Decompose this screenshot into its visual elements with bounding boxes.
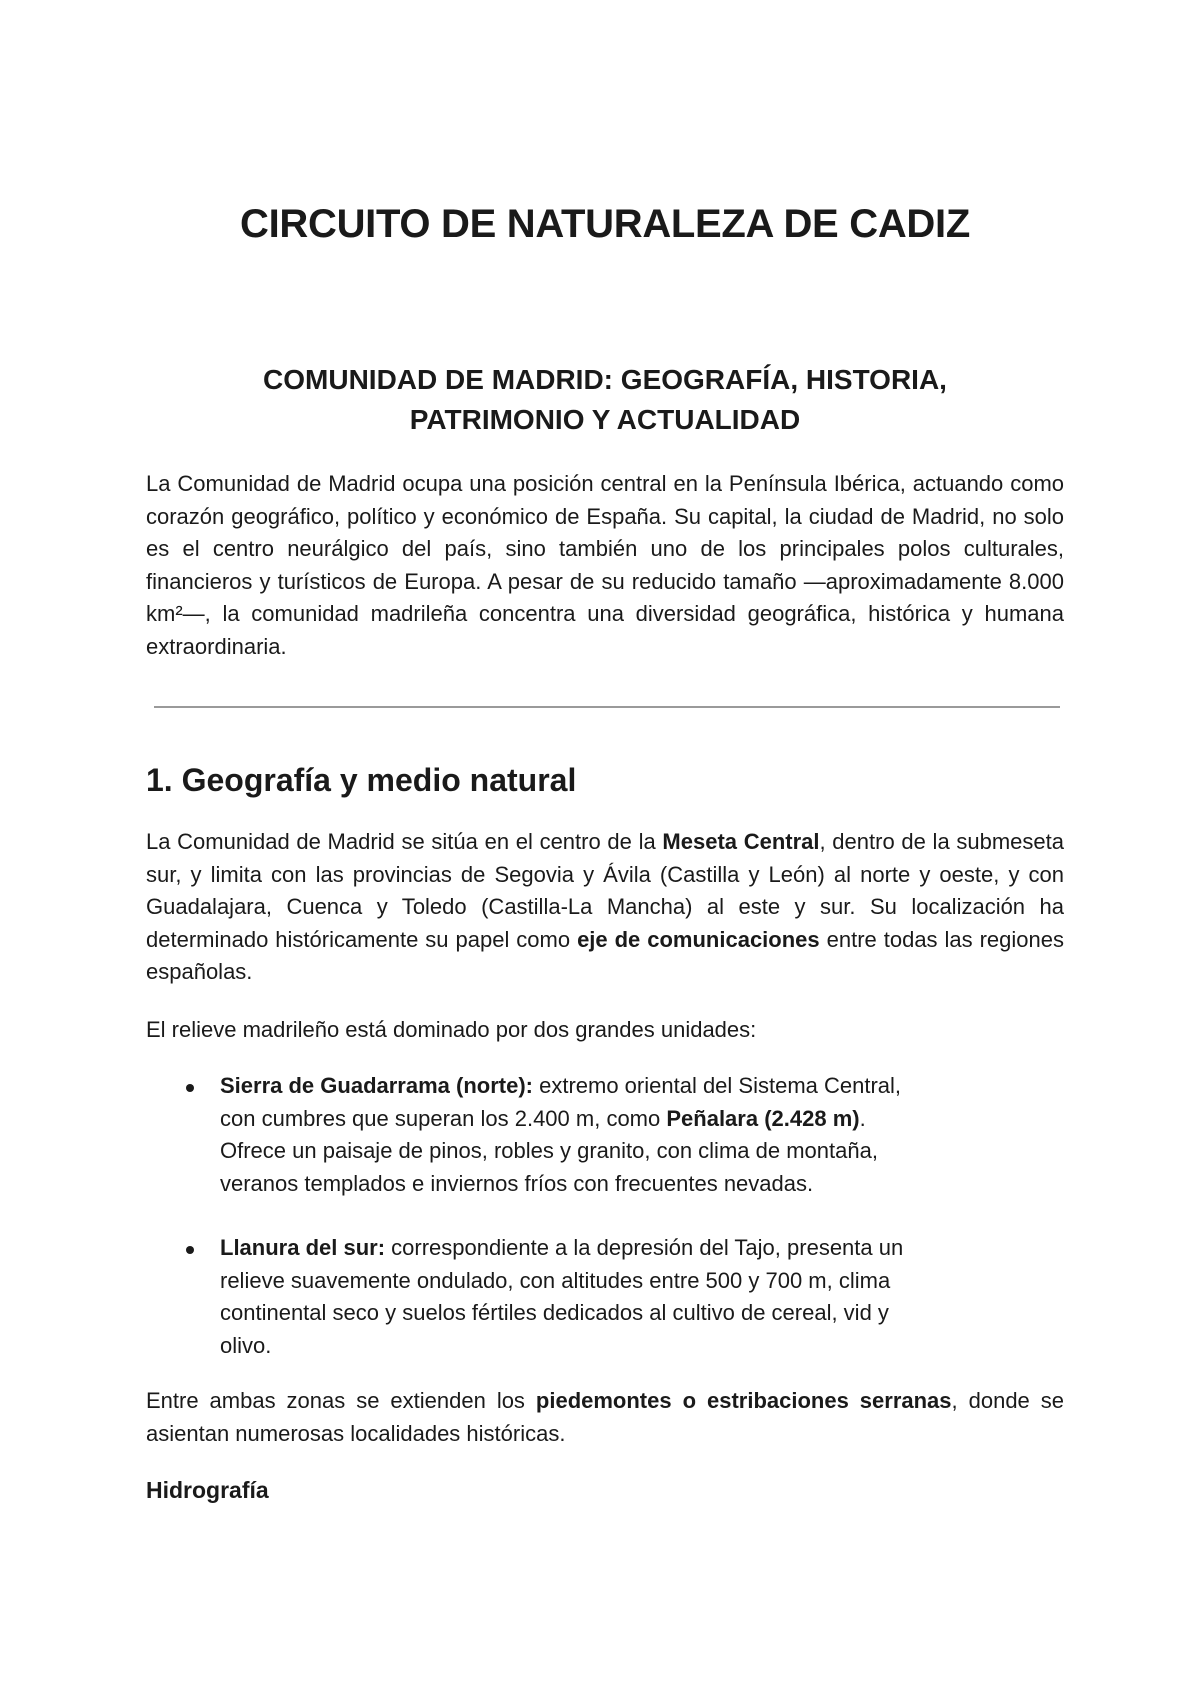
document-title: CIRCUITO DE NATURALEZA DE CADIZ <box>240 202 970 246</box>
geography-text-e: entre todas las regiones españolas. <box>146 926 1064 984</box>
subtitle-line-1: COMUNIDAD DE MADRID: GEOGRAFÍA, HISTORIA, <box>263 364 947 395</box>
eje-comunicaciones-bold: eje de comunicaciones <box>577 926 820 952</box>
bullet-text-end: . Ofrece un paisaje de pinos, robles y granito, con clima de montaña, veranos templados e inviernos fríos con frecuentes nevadas. <box>220 1105 878 1196</box>
geography-text-a: La Comunidad de Madrid se sitúa en el centro de la <box>146 829 663 854</box>
hidrografia-heading: Hidrografía <box>146 1477 269 1503</box>
piedemontes-bold: piedemontes o estribaciones serranas <box>535 1388 952 1413</box>
intro-paragraph: La Comunidad de Madrid ocupa una posición central en la Península Ibérica, actuando como corazón geográfico, político y económico de España. Su capital, la ciudad de Madrid, no solo es el centro neurálgico del país, sino también uno de los principales polos culturales, financieros y turísticos de Europa. A pesar de su reducido tamaño —aproximadamente 8.000 km²—, la comunidad madrileña concentra una diversidad geográfica, histórica y humana extraordinaria. <box>146 471 1064 659</box>
geography-text-c: , dentro de la submeseta sur, y limita con las provincias de Segovia y Ávila (Castilla y León) al norte y oeste, y con Guadalajara, Cuenca y Toledo (Castilla-La Mancha) al este y sur. Su localización ha determinado históricamente su papel como <box>146 829 1064 952</box>
bullet-label: Sierra de Guadarrama (norte): <box>220 1073 533 1098</box>
bullet-label: Llanura del sur: <box>220 1235 386 1260</box>
meseta-central-bold: Meseta Central <box>662 829 820 854</box>
penalara-bold: Peñalara (2.428 m) <box>666 1105 860 1131</box>
bullet-icon <box>186 1246 194 1254</box>
subtitle-line-2: PATRIMONIO Y ACTUALIDAD <box>409 404 801 435</box>
piedemontes-text-a: Entre ambas zonas se extienden los <box>146 1388 536 1413</box>
bullet-text: correspondiente a la depresión del Tajo, presenta un relieve suavemente ondulado, con altitudes entre 500 y 700 m, clima continental seco y suelos fértiles dedicados al cultivo de cereal, vid y olivo. <box>220 1235 904 1358</box>
section-divider <box>154 706 1060 708</box>
bullet-icon <box>186 1084 194 1092</box>
list-item-guadarrama <box>146 1070 930 1200</box>
relief-list <box>146 1070 1064 1394</box>
geography-paragraph <box>146 826 1064 989</box>
relief-intro-paragraph: El relieve madrileño está dominado por dos grandes unidades: <box>146 1017 757 1042</box>
list-item-llanura <box>146 1232 930 1362</box>
bullet-text: extremo oriental del Sistema Central, con cumbres que superan los 2.400 m, como <box>220 1073 902 1131</box>
document-subtitle <box>146 360 1064 440</box>
piedemontes-text-c: , donde se asientan numerosas localidades históricas. <box>146 1388 1064 1446</box>
section-1-title: 1. Geografía y medio natural <box>146 762 577 798</box>
piedemontes-paragraph <box>146 1385 1064 1450</box>
